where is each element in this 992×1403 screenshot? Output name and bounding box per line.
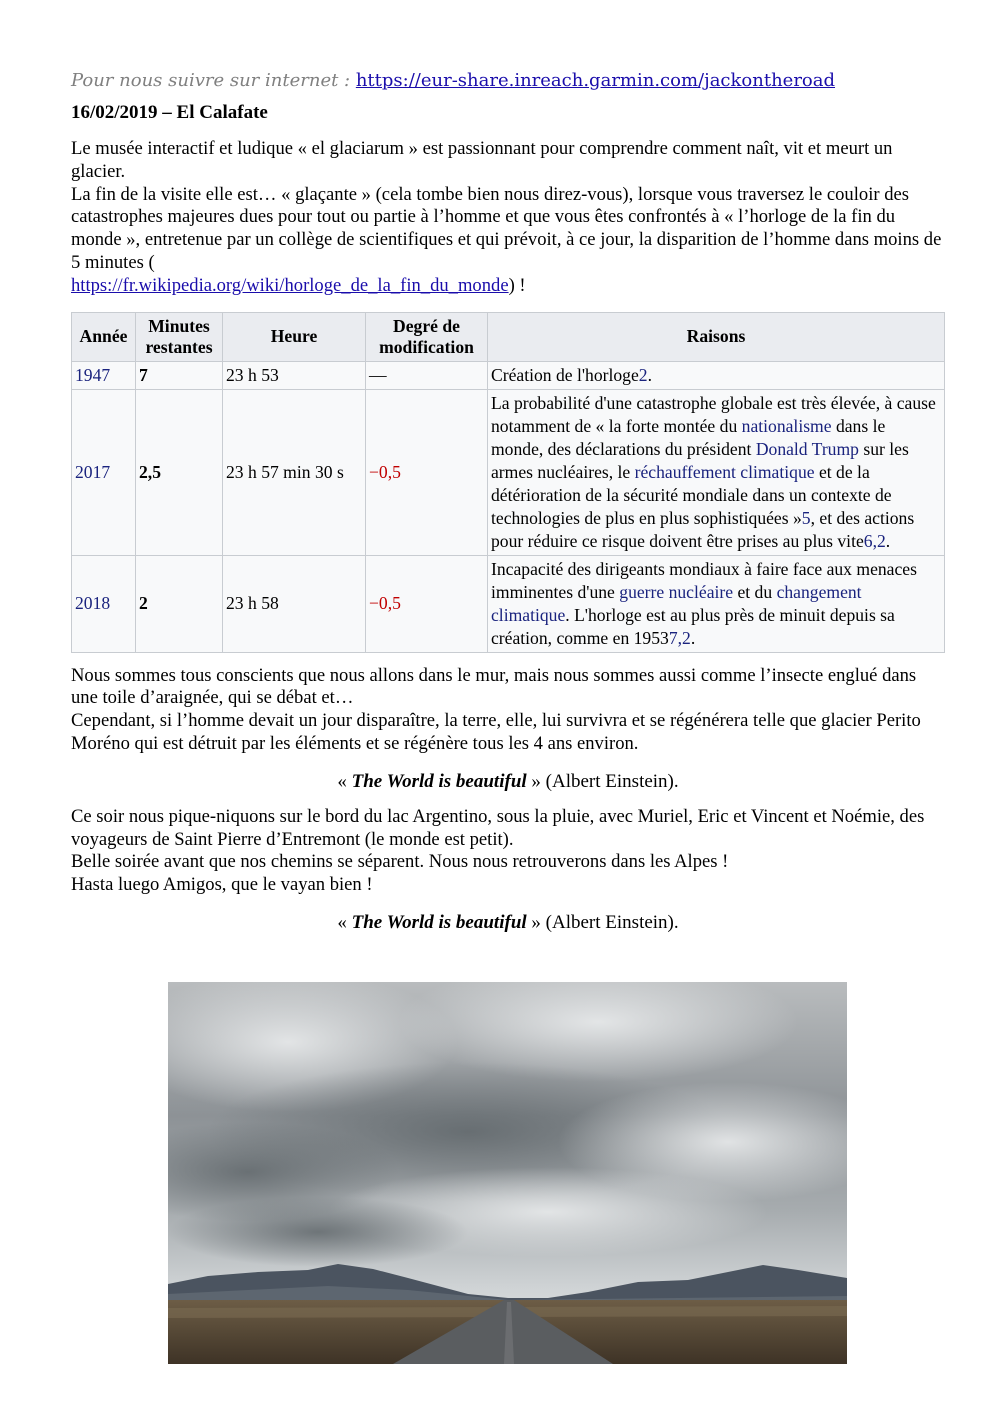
picnic-paragraph: Ce soir nous pique-niquons sur le bord du lac Argentino, sous la pluie, avec Muriel, Eric et Vincent et Noémie, des voyageurs de Saint Pierre d’Entremont (le monde est petit). [71,805,925,850]
row-year[interactable]: 2018 [72,555,136,652]
table-row [72,555,945,652]
reason-text: et du [733,581,777,602]
road-landscape-image [168,982,847,1364]
einstein-quote-2 [71,911,945,935]
page-content [71,68,945,935]
row-reasons [488,361,945,389]
guerre-nucleaire-link[interactable]: guerre nucléaire [619,581,734,602]
header-minutes: Minutes restantes [136,312,223,361]
follow-line [71,68,945,94]
reason-text: . [885,530,891,551]
table-header-row [72,312,945,361]
nationalisme-link[interactable]: nationalisme [741,415,832,436]
reason-text: . L'horloge est au plus près de minuit depuis sa création, comme en 1953 [491,604,895,648]
quote-text: The World is beautiful [351,770,527,792]
closing-paragraphs-1 [71,665,945,756]
closing-paragraphs-2 [71,806,945,897]
reason-text: . [690,627,696,648]
quote-close: » (Albert Einstein). [526,911,679,933]
wiki-link[interactable]: https://fr.wikipedia.org/wiki/horloge_de_la_fin_du_monde [71,274,509,296]
row-minutes: 2 [136,555,223,652]
goodbye-paragraph: Hasta luego Amigos, que le vayan bien ! [71,874,373,896]
header-change: Degré de modification [366,312,488,361]
table-row [72,389,945,555]
header-reasons: Raisons [488,312,945,361]
clock-paragraph-end: ) ! [508,274,526,296]
header-time: Heure [223,312,366,361]
reason-text: La probabilité d'une catastrophe globale est très élevée, à cause notamment de « la forte montée du [491,392,936,436]
reason-text: sur les armes nucléaires, le [491,438,909,482]
glacier-paragraph: Cependant, si l’homme devait un jour disparaître, la terre, elle, lui survivra et se régénérera telle que glacier Perito Moréno qui est détruit par les éléments et se régénère tous les 4 ans environ. [71,710,921,754]
row-year[interactable]: 2017 [72,389,136,555]
changement-climatique-link[interactable]: changement climatique [491,581,862,625]
intro-paragraphs [71,138,945,298]
row-change: −0,5 [366,555,488,652]
follow-label: Pour nous suivre sur internet : [71,70,356,91]
reason-text: Incapacité des dirigeants mondiaux à faire face aux menaces imminentes d'une [491,558,917,602]
reference-link[interactable]: 5 [801,507,811,528]
row-change: −0,5 [366,389,488,555]
quote-close: » (Albert Einstein). [526,770,679,792]
reason-text: Création de l'horloge [491,364,639,385]
reason-text: dans le monde, des déclarations du président [491,415,886,459]
quote-text: The World is beautiful [351,911,527,933]
rechauffement-link[interactable]: réchauffement climatique [634,461,815,482]
row-change: — [366,361,488,389]
table-row [72,361,945,389]
row-reasons [488,555,945,652]
row-minutes: 2,5 [136,389,223,555]
reference-link[interactable]: 2 [638,364,648,385]
reason-text: et de la détérioration de la sécurité mondiale dans un contexte de technologies de plus en plus sophistiquées » [491,461,892,528]
evening-paragraph: Belle soirée avant que nos chemins se séparent. Nous nous retrouverons dans les Alpes ! [71,851,729,873]
entry-title: 16/02/2019 – El Calafate [71,102,268,123]
row-time: 23 h 53 [223,361,366,389]
row-time: 23 h 58 [223,555,366,652]
row-reasons [488,389,945,555]
donald-trump-link[interactable]: Donald Trump [755,438,859,459]
row-time: 23 h 57 min 30 s [223,389,366,555]
wall-paragraph: Nous sommes tous conscients que nous allons dans le mur, mais nous sommes aussi comme l’insecte englué dans une toile d’araignée, qui se débat et… [71,664,917,709]
quote-open: « [337,770,352,792]
reason-text: . [647,364,652,385]
clock-paragraph-text: La fin de la visite elle est… « glaçante » (cela tombe bien nous direz-vous), lorsque vous traversez le couloir des catastrophes majeures dues pour tout ou partie à l’homme et que vous êtes confrontés à « l’horloge de la fin du monde », entretenue par un collège de scientifiques et qui prévoit, à ce jour, la disparition de l’homme dans moins de 5 minutes ( [71,183,942,273]
row-year[interactable]: 1947 [72,361,136,389]
reference-link[interactable]: 7,2 [668,627,691,648]
doomsday-clock-table [71,312,945,653]
einstein-quote [71,770,945,794]
reference-link[interactable]: 6,2 [863,530,886,551]
garmin-link[interactable]: https://eur-share.inreach.garmin.com/jackontheroad [355,70,836,91]
museum-paragraph: Le musée interactif et ludique « el glaciarum » est passionnant pour comprendre comment naît, vit et meurt un glacier. [71,138,893,182]
clock-paragraph [71,184,945,298]
reason-text: , et des actions pour réduire ce risque doivent être prises au plus vite [491,507,915,551]
quote-open: « [337,911,352,933]
row-minutes: 7 [136,361,223,389]
patagonia-road-photo [168,982,847,1364]
header-year: Année [72,312,136,361]
